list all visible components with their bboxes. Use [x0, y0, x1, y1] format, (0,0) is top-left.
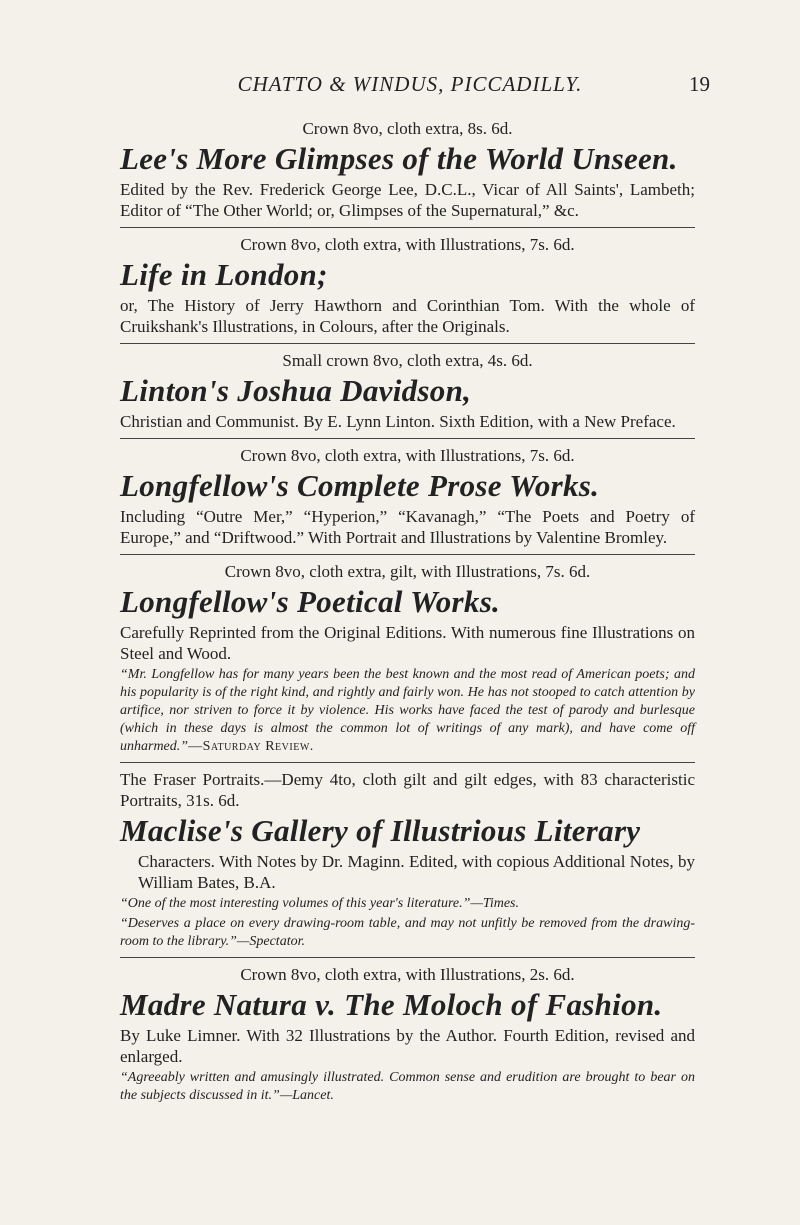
- catalogue-entry: [120, 445, 695, 548]
- review-quote: “One of the most interesting volumes of this year's literature.”—Times.: [120, 896, 519, 911]
- entry-title: Longfellow's Complete Prose Works.: [120, 468, 600, 503]
- entry-title: Lee's More Glimpses of the World Unseen.: [120, 141, 678, 176]
- page-number: 19: [689, 72, 710, 96]
- entry-title: Linton's Joshua Davidson,: [120, 373, 472, 408]
- entry-format: Crown 8vo, cloth extra, with Illustrations, 7s. 6d.: [240, 235, 575, 254]
- divider: [120, 762, 695, 763]
- catalogue-entry: [120, 964, 695, 1105]
- entry-description: Edited by the Rev. Frederick George Lee, D.C.L., Vicar of All Saints', Lambeth; Editor of “The Other World; or, Glimpses of the Supernatural,” &c.: [120, 180, 695, 220]
- review-quote: [120, 666, 695, 756]
- divider: [120, 343, 695, 344]
- catalogue-entry: [120, 350, 695, 432]
- catalogue-entry: [120, 561, 695, 756]
- divider: [120, 957, 695, 958]
- entry-format: Crown 8vo, cloth extra, 8s. 6d.: [302, 119, 513, 138]
- running-header: CHATTO & WINDUS, PICCADILLY.: [237, 72, 583, 96]
- entry-description: or, The History of Jerry Hawthorn and Corinthian Tom. With the whole of Cruikshank's Illustrations, in Colours, after the Originals.: [120, 296, 695, 336]
- divider: [120, 438, 695, 439]
- quote-text: “Mr. Longfellow has for many years been the best known and the most read of American poets; and his popularity is of the right kind, and rightly and fairly won. He has not stooped to catch attention by artifice, nor striven to force it by violence. His works have faced the test of parody and burlesque (which in these days is almost the common lot of writings of any mark), and have come off unharmed.”: [120, 667, 695, 754]
- entry-format: Crown 8vo, cloth extra, gilt, with Illustrations, 7s. 6d.: [224, 562, 591, 581]
- entry-description: The Fraser Portraits.—Demy 4to, cloth gilt and gilt edges, with 83 characteristic Portraits, 31s. 6d.: [120, 770, 695, 810]
- entry-description: Christian and Communist. By E. Lynn Linton. Sixth Edition, with a New Preface.: [120, 412, 676, 431]
- entry-format: Crown 8vo, cloth extra, with Illustrations, 7s. 6d.: [240, 446, 575, 465]
- divider: [120, 227, 695, 228]
- entry-title: Longfellow's Poetical Works.: [120, 584, 501, 619]
- catalogue-entry: [120, 118, 695, 221]
- entry-description: By Luke Limner. With 32 Illustrations by the Author. Fourth Edition, revised and enlarged.: [120, 1026, 695, 1066]
- catalogue-entries: [120, 118, 695, 1105]
- review-quote: “Deserves a place on every drawing-room table, and may not unfitly be removed from the drawing-room to the library.”—Spectator.: [120, 916, 695, 949]
- entry-format: Crown 8vo, cloth extra, with Illustrations, 2s. 6d.: [240, 965, 575, 984]
- entry-description: Including “Outre Mer,” “Hyperion,” “Kavanagh,” “The Poets and Poetry of Europe,” and “Driftwood.” With Portrait and Illustrations by Valentine Bromley.: [120, 507, 695, 547]
- review-quote: “Agreeably written and amusingly illustrated. Common sense and erudition are brought to bear on the subjects discussed in it.”—Lancet.: [120, 1070, 695, 1103]
- catalogue-entry: [120, 769, 695, 811]
- entry-title: Life in London;: [120, 257, 328, 292]
- entry-title: Maclise's Gallery of Illustrious Literary: [120, 813, 641, 848]
- entry-description: Characters. With Notes by Dr. Maginn. Edited, with copious Additional Notes, by William Bates, B.A.: [138, 852, 695, 892]
- quote-source: —Saturday Review.: [188, 739, 314, 754]
- entry-description: Carefully Reprinted from the Original Editions. With numerous fine Illustrations on Steel and Wood.: [120, 623, 695, 663]
- divider: [120, 554, 695, 555]
- catalogue-entry: [120, 234, 695, 337]
- catalogue-entry: [120, 813, 695, 951]
- entry-title: Madre Natura v. The Moloch of Fashion.: [120, 987, 663, 1022]
- entry-format: Small crown 8vo, cloth extra, 4s. 6d.: [282, 351, 533, 370]
